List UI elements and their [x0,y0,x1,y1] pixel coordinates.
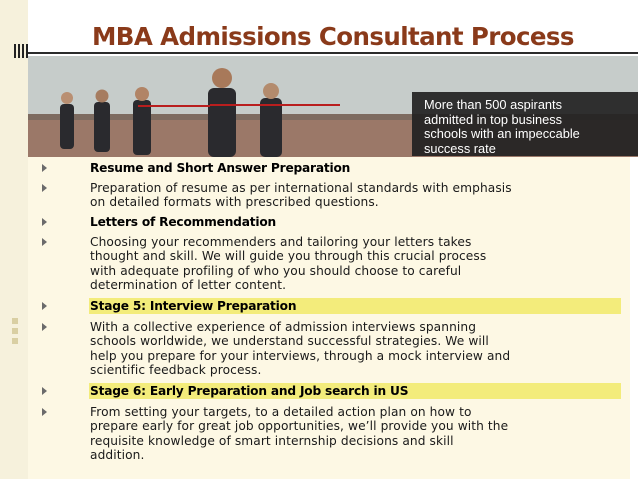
bullet-text-line: Preparation of resume as per international standards with emphasis [90,181,512,195]
callout-line: admitted in top business [424,111,563,127]
bullet-heading: Letters of Recommendation [90,215,276,229]
bullet-arrow-icon [42,323,47,331]
bullet-arrow-icon [42,164,47,172]
bullet-arrow-icon [42,218,47,226]
success-callout [412,92,638,156]
bullet-text-line: From setting your targets, to a detailed action plan on how to [90,405,472,419]
bullet-arrow-icon [42,387,47,395]
decorative-lines-icon [14,44,28,58]
callout-line: More than 500 aspirants [424,97,563,112]
content-panel [28,157,638,479]
callout-line: schools with an impeccable [424,126,580,141]
bullet-text-line: schools worldwide, we understand successful strategies. We will [90,334,489,349]
bullet-text-line: addition. [90,447,145,462]
bullet-text-line: requisite knowledge of smart internship decisions and skill [90,433,454,448]
bullet-text-line: help you prepare for your interviews, through a mock interview and [90,348,511,363]
bullet-text-line: prepare early for great job opportunities, we’ll provide you with the [90,419,509,434]
bullet-heading: Stage 6: Early Preparation and Job search in US [90,384,620,398]
header-photo [28,56,638,157]
callout-line: success rate [424,140,496,156]
bullet-text-line: determination of letter content. [90,277,287,292]
bullet-text-line: With a collective experience of admission interviews spanning [90,320,477,334]
left-decorative-band [0,0,28,479]
bullet-text-line: thought and skill. We will guide you through this crucial process [90,249,487,264]
title-divider [28,52,638,54]
bullet-text-line: Choosing your recommenders and tailoring your letters takes [90,235,472,249]
bullet-arrow-icon [42,302,47,310]
bullet-heading: Stage 5: Interview Preparation [90,299,620,313]
slide-title: MBA Admissions Consultant Process [92,22,574,51]
bullet-arrow-icon [42,238,47,246]
bullet-heading: Resume and Short Answer Preparation [90,161,351,175]
decorative-squares-icon [12,318,24,348]
bullet-text-line: with adequate profiling of who you should choose to careful [90,263,462,278]
bullet-arrow-icon [42,184,47,192]
bullet-text-line: on detailed formats with prescribed questions. [90,195,379,210]
bullet-text-line: scientific feedback process. [90,362,262,377]
bullet-arrow-icon [42,408,47,416]
